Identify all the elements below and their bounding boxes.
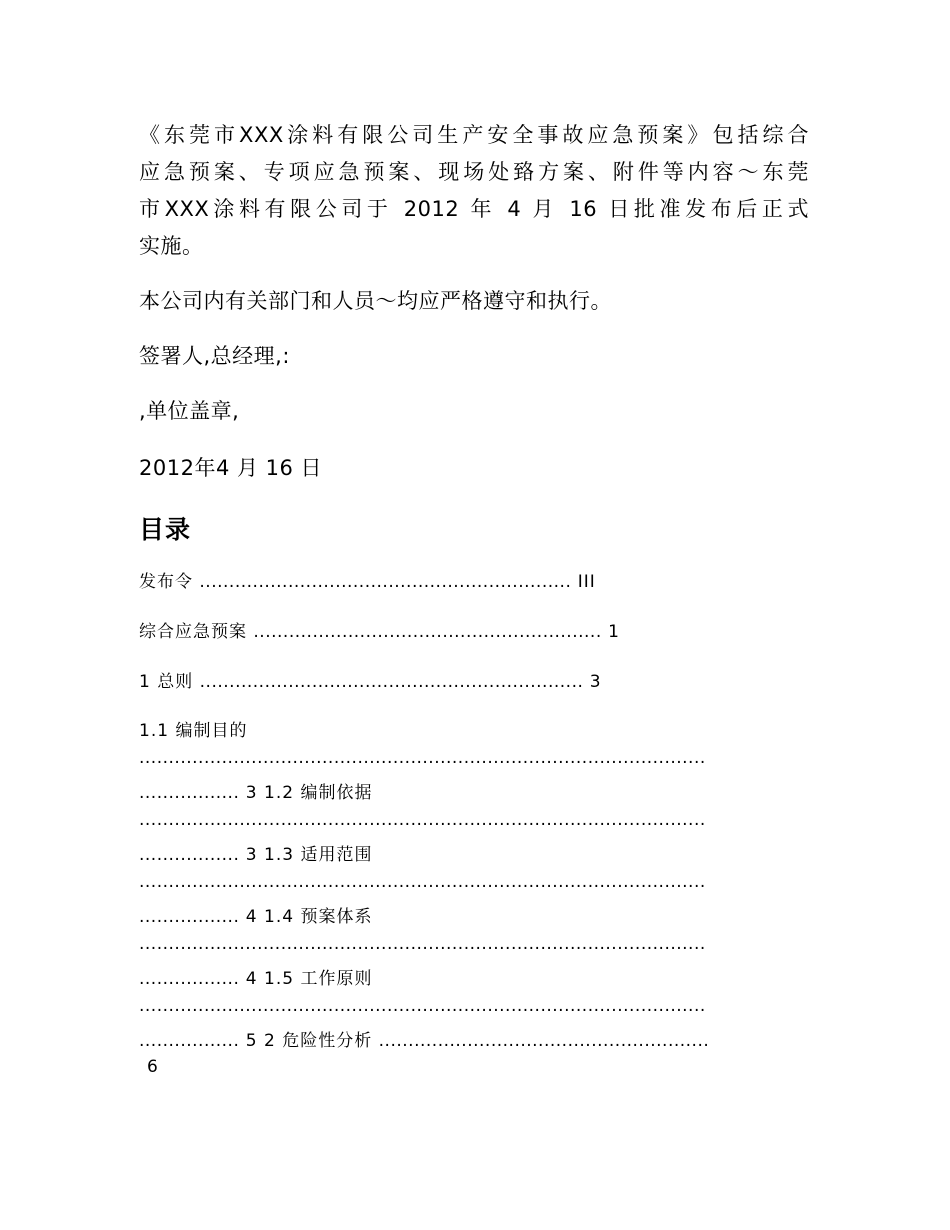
intro-line-2: 应急预案、专项应急预案、现场处臵方案、附件等内容～东莞 — [139, 160, 809, 184]
seal-line — [139, 393, 809, 430]
toc-wrapped-row[interactable] — [139, 964, 372, 989]
toc-row-page: 3 — [245, 845, 258, 865]
intro-paragraph — [139, 117, 809, 265]
intro-line-4: 实施。 — [139, 234, 204, 258]
toc-row-next-label: 1.2 编制依据 — [264, 783, 373, 803]
toc-dot-leader-line: ................................................................................................ — [139, 996, 706, 1016]
toc-entry[interactable] — [139, 617, 620, 642]
toc-row-trail-dots: ........................................................ — [378, 1031, 710, 1051]
signer-line — [139, 338, 809, 375]
toc-entry[interactable] — [139, 567, 596, 592]
toc-row-lead-dots: ................. — [139, 845, 240, 865]
seal-text: ,单位盖章, — [139, 399, 240, 423]
date-line — [139, 450, 809, 487]
toc-entry-dots: ........................................................... — [253, 622, 602, 642]
toc-entry-dots: ............................................................... — [199, 572, 572, 592]
toc-row-next-label: 1.4 预案体系 — [264, 907, 373, 927]
signer-text: 签署人,总经理,: — [139, 344, 290, 368]
toc-row-lead-dots: ................. — [139, 783, 240, 803]
notice-paragraph — [139, 283, 809, 320]
date-text: 2012年4 月 16 日 — [139, 456, 323, 480]
toc-dot-leader-line: ................................................................................................ — [139, 934, 706, 954]
toc-row-lead-dots: ................. — [139, 1031, 240, 1051]
toc-wrapped-row[interactable] — [139, 902, 372, 927]
toc-dot-leader-line: ................................................................................................ — [139, 872, 706, 892]
toc-row-next-label: 1.5 工作原则 — [264, 969, 373, 989]
toc-wrapped-row[interactable] — [139, 840, 372, 865]
toc-row-lead-dots: ................. — [139, 907, 240, 927]
toc-entry-page: III — [577, 572, 596, 592]
intro-line-3: 市XXX涂料有限公司于 2012 年 4 月 16 日批准发布后正式 — [139, 197, 809, 221]
toc-entry-page: 3 — [589, 672, 602, 692]
toc-wrapped-row-last[interactable] — [139, 1026, 819, 1051]
toc-final-page: 6 — [147, 1057, 159, 1077]
toc-entry-label: 发布令 — [139, 572, 193, 592]
toc-wrapped-row[interactable] — [139, 778, 372, 803]
toc-row-page: 5 — [245, 1031, 258, 1051]
toc-row-next-label: 1.3 适用范围 — [264, 845, 373, 865]
toc-entry-label: 综合应急预案 — [139, 622, 247, 642]
toc-title: 目录 — [139, 515, 192, 544]
toc-row-lead-dots: ................. — [139, 969, 240, 989]
toc-entry-page: 1 — [608, 622, 620, 642]
notice-text: 本公司内有关部门和人员～均应严格遵守和执行。 — [139, 289, 612, 313]
toc-entry[interactable] — [139, 667, 602, 692]
toc-row-next-label: 2 危险性分析 — [264, 1031, 373, 1051]
toc-row-page: 4 — [245, 969, 258, 989]
toc-row-page: 3 — [245, 783, 258, 803]
toc-row-page: 4 — [245, 907, 258, 927]
toc-wrapped-first-label[interactable]: 1.1 编制目的 — [139, 721, 248, 741]
toc-dot-leader-line: ................................................................................................ — [139, 810, 706, 830]
toc-entry-label: 1 总则 — [139, 672, 194, 692]
toc-dot-leader-line: ................................................................................................ — [139, 748, 706, 768]
intro-line-1: 《东莞市XXX涂料有限公司生产安全事故应急预案》包括综合 — [139, 123, 809, 147]
toc-entry-dots: ................................................................. — [199, 672, 584, 692]
